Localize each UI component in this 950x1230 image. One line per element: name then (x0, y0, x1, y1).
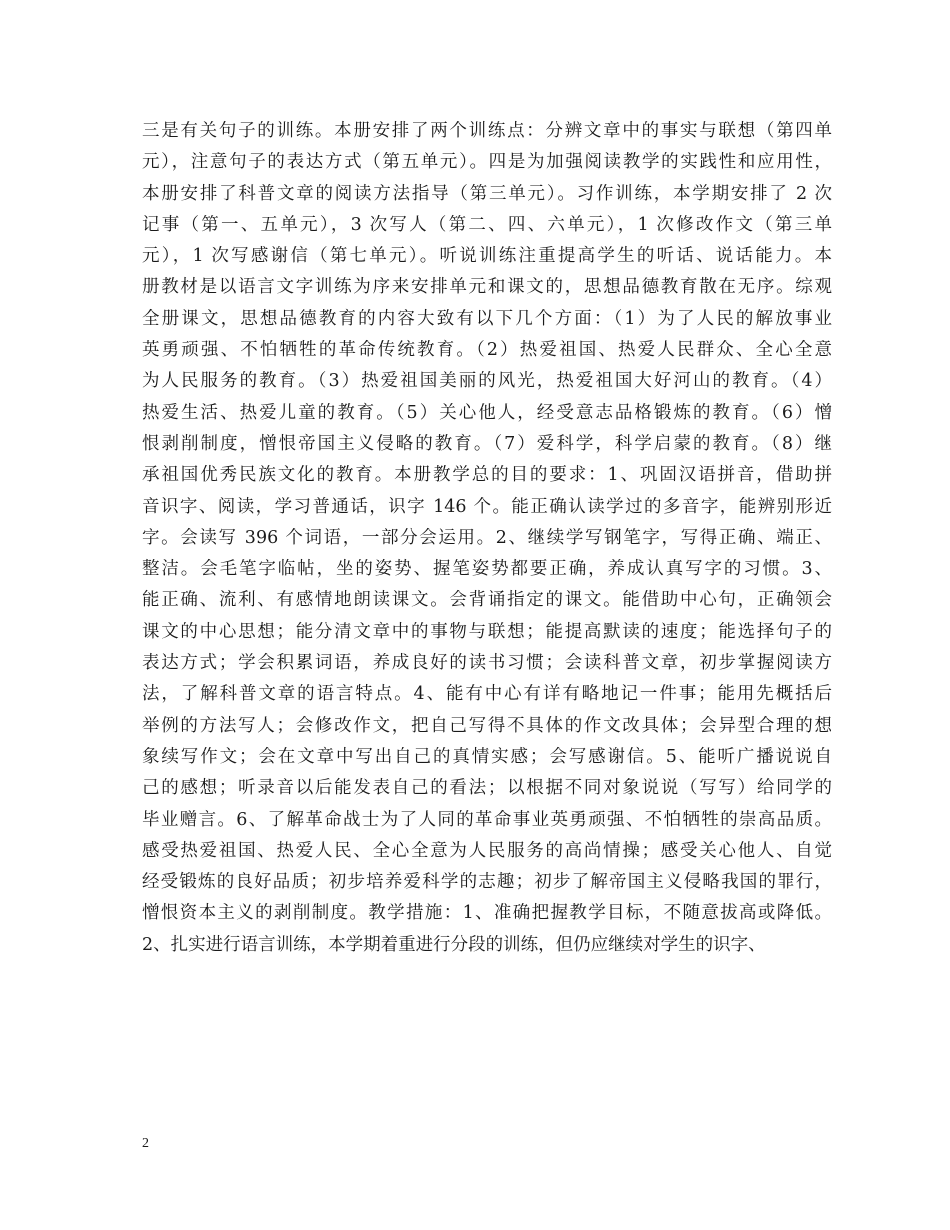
text-line: 感受热爱祖国、热爱人民、全心全意为人民服务的高尚情操；感受关心他人、自觉 (142, 840, 832, 861)
text-line: 字。会读写 396 个词语，一部分会运用。2、继续学写钢笔字，写得正确、端正、 (142, 527, 832, 548)
text-line: 全册课文，思想品德教育的内容大致有以下几个方面：（1）为了人民的解放事业 (142, 308, 832, 329)
text-line: 音识字、阅读，学习普通话，识字 146 个。能正确认读学过的多音字，能辨别形近 (142, 496, 832, 517)
text-line: 憎恨资本主义的剥削制度。教学措施：1、准确把握教学目标，不随意拔高或降低。 (142, 903, 832, 924)
text-line: 经受锻炼的良好品质；初步培养爱科学的志趣；初步了解帝国主义侵略我国的罪行， (142, 872, 832, 893)
text-line: 英勇顽强、不怕牺牲的革命传统教育。（2）热爱祖国、热爱人民群众、全心全意 (142, 340, 832, 361)
text-line: 热爱生活、热爱儿童的教育。（5）关心他人，经受意志品格锻炼的教育。（6）憎 (142, 402, 832, 423)
text-line: 为人民服务的教育。（3）热爱祖国美丽的风光，热爱祖国大好河山的教育。（4） (142, 371, 832, 392)
text-line: 己的感想；听录音以后能发表自己的看法；以根据不同对象说说（写写）给同学的 (142, 778, 832, 799)
text-line: 本册安排了科普文章的阅读方法指导（第三单元）。习作训练，本学期安排了 2 次 (142, 183, 832, 204)
body-text (142, 116, 832, 961)
text-line: 举例的方法写人；会修改作文，把自己写得不具体的作文改具体；会异型合理的想 (142, 715, 832, 736)
text-line: 毕业赠言。6、了解革命战士为了人同的革命事业英勇顽强、不怕牺牲的崇高品质。 (142, 809, 832, 830)
text-line: 2、扎实进行语言训练，本学期着重进行分段的训练，但仍应继续对学生的识字、 (142, 934, 766, 955)
text-line: 能正确、流利、有感情地朗读课文。会背诵指定的课文。能借助中心句，正确领会 (142, 590, 832, 611)
text-line: 表达方式；学会积累词语，养成良好的读书习惯；会读科普文章，初步掌握阅读方 (142, 653, 832, 674)
text-line: 整洁。会毛笔字临帖，坐的姿势、握笔姿势都要正确，养成认真写字的习惯。3、 (142, 559, 832, 580)
text-line: 法，了解科普文章的语言特点。4、能有中心有详有略地记一件事；能用先概括后 (142, 684, 832, 705)
page-number: 2 (142, 1136, 149, 1151)
text-line: 恨剥削制度，憎恨帝国主义侵略的教育。（7）爱科学，科学启蒙的教育。（8）继 (142, 433, 832, 454)
text-line: 元），注意句子的表达方式（第五单元）。四是为加强阅读教学的实践性和应用性， (142, 152, 832, 173)
text-line: 元），1 次写感谢信（第七单元）。听说训练注重提高学生的听话、说话能力。本 (142, 246, 832, 267)
text-line: 象续写作文；会在文章中写出自己的真情实感；会写感谢信。5、能听广播说说自 (142, 746, 832, 767)
text-line: 册教材是以语言文字训练为序来安排单元和课文的，思想品德教育散在无序。综观 (142, 277, 832, 298)
text-line: 课文的中心思想；能分清文章中的事物与联想；能提高默读的速度；能选择句子的 (142, 621, 832, 642)
text-line: 三是有关句子的训练。本册安排了两个训练点：分辨文章中的事实与联想（第四单 (142, 121, 832, 141)
text-line: 记事（第一、五单元），3 次写人（第二、四、六单元），1 次修改作文（第三单 (142, 214, 832, 235)
text-line: 承祖国优秀民族文化的教育。本册教学总的目的要求：1、巩固汉语拼音，借助拼 (142, 465, 832, 486)
